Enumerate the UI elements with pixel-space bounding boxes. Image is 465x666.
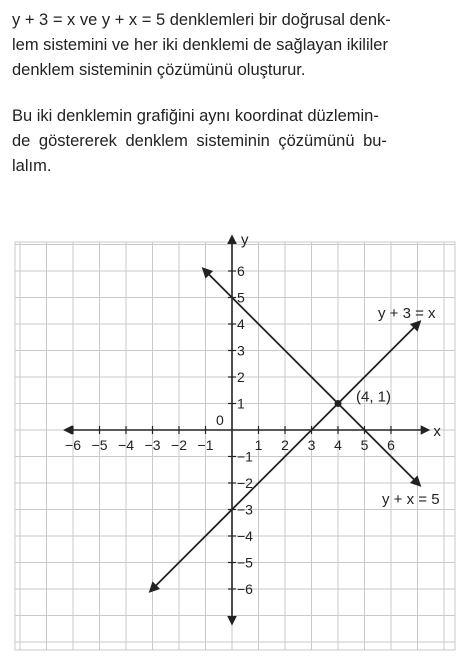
series-label-2: y + x = 5 bbox=[382, 491, 440, 508]
y-tick-label: 3 bbox=[237, 342, 245, 359]
intersection-point bbox=[335, 400, 342, 407]
x-tick-label: 6 bbox=[387, 437, 395, 453]
x-tick-label: 2 bbox=[281, 437, 289, 453]
y-tick-label: −3 bbox=[237, 501, 253, 518]
series-label-1: y + 3 = x bbox=[378, 305, 436, 322]
y-tick-label: −5 bbox=[237, 554, 253, 571]
y-axis-label: y bbox=[241, 231, 249, 249]
x-tick-label: 3 bbox=[307, 437, 316, 453]
x-tick-label: 5 bbox=[360, 437, 369, 453]
paragraph-line: Bu iki denklemin grafiğini aynı koordinat düzlemin- bbox=[12, 107, 379, 125]
y-tick-label: −2 bbox=[237, 475, 253, 491]
y-tick-label: −4 bbox=[237, 528, 253, 544]
intersection-label: (4, 1) bbox=[356, 388, 392, 406]
x-tick-label: −4 bbox=[118, 437, 134, 453]
paragraph-line: lalım. bbox=[12, 157, 52, 175]
x-tick-label: 1 bbox=[254, 437, 263, 453]
x-axis-label: x bbox=[433, 423, 441, 440]
paragraph-line: de göstererek denklem sisteminin çözümünü bu- bbox=[12, 132, 387, 150]
paragraph-line: denklem sisteminin çözümünü oluşturur. bbox=[12, 61, 306, 79]
y-tick-label: 6 bbox=[237, 263, 245, 279]
y-tick-label: 5 bbox=[237, 289, 245, 306]
x-tick-label: −3 bbox=[144, 437, 161, 453]
x-tick-label: −5 bbox=[91, 437, 108, 453]
paragraph-line: lem sistemini ve her iki denklemi de sağlayan ikililer bbox=[12, 36, 388, 54]
x-tick-label: −2 bbox=[171, 437, 187, 453]
y-tick-label: −6 bbox=[237, 581, 253, 597]
x-tick-label: 4 bbox=[334, 437, 342, 453]
paragraph-line: y + 3 = x ve y + x = 5 denklemleri bir doğrusal denk- bbox=[12, 11, 391, 29]
y-tick-label: 1 bbox=[237, 395, 245, 412]
chart-labels bbox=[65, 232, 441, 598]
x-tick-label: −1 bbox=[197, 437, 214, 453]
y-tick-label: 4 bbox=[237, 316, 245, 332]
origin-label: 0 bbox=[216, 412, 224, 428]
y-tick-label: 2 bbox=[237, 369, 245, 385]
x-tick-label: −6 bbox=[65, 437, 81, 453]
y-tick-label: −1 bbox=[237, 448, 253, 465]
